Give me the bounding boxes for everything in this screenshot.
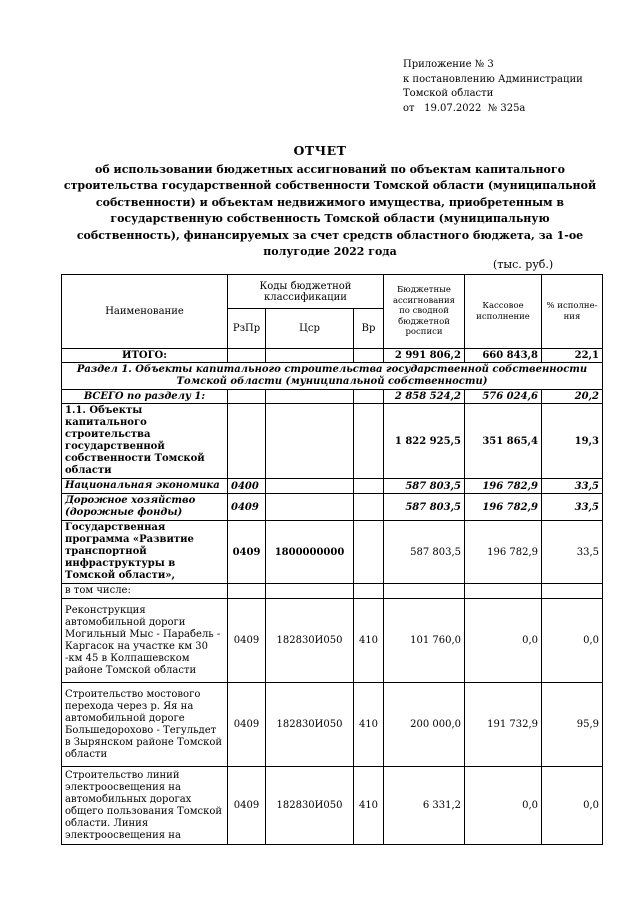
row-rzpr: [228, 404, 266, 479]
section-row: [62, 363, 603, 390]
total-percent: 22,1: [542, 349, 603, 363]
total-row: [62, 349, 603, 363]
row-cash: 191 732,9: [465, 683, 542, 767]
row-budget: 1 822 925,5: [384, 404, 465, 479]
row-rzpr: 0409: [228, 599, 266, 683]
header-vr: Вр: [354, 309, 384, 349]
row-budget: 587 803,5: [384, 494, 465, 521]
header-codes: Коды бюджетной классификации: [228, 275, 384, 309]
header-rzpr: РзПр: [228, 309, 266, 349]
row-percent: 33,5: [542, 494, 603, 521]
row-percent: 95,9: [542, 683, 603, 767]
report-subtitle: об использовании бюджетных ассигнований по объектам капитального строительства государственной собственности Томской области (муниципальной собственности) и объектам недвижимого имущества, приобретенным в государственную собственность Томской области (муниципальную собственность), финансируемых за счет средств областного бюджета, за 1-ое полугодие 2022 года: [63, 163, 597, 259]
row-vr: [354, 404, 384, 479]
row-name: Дорожное хозяйство (дорожные фонды): [62, 494, 228, 521]
header-budget: Бюджетные ассигнования по сводной бюджетной росписи: [384, 275, 465, 349]
row-rzpr: 0409: [228, 683, 266, 767]
row-rzpr: 0409: [228, 521, 266, 584]
row-name: 1.1. Объекты капитального строительства государственной собственности Томской области: [62, 404, 228, 479]
row-percent: 33,5: [542, 521, 603, 584]
table-row: [62, 683, 603, 767]
table-row: [62, 404, 603, 479]
table-row: [62, 767, 603, 845]
section-total-percent: 20,2: [542, 390, 603, 404]
report-title: ОТЧЕТ: [293, 143, 347, 158]
row-name: Реконструкция автомобильной дороги Могильный Мыс - Парабель - Каргасок на участке км 30 -км 45 в Колпашевском районе Томской области: [62, 599, 228, 683]
table-row: [62, 584, 603, 599]
row-csr: 182830И050: [266, 767, 354, 845]
row-csr: [266, 404, 354, 479]
row-cash: 0,0: [465, 767, 542, 845]
row-name: Строительство линий электроосвещения на автомобильных дорогах общего пользования Томской области. Линия электроосвещения на: [62, 767, 228, 845]
annex-line: Томской области: [403, 88, 494, 99]
row-csr: 182830И050: [266, 683, 354, 767]
row-vr: [354, 494, 384, 521]
row-vr: [354, 521, 384, 584]
row-name: Государственная программа «Развитие транспортной инфраструктуры в Томской области»,: [62, 521, 228, 584]
row-csr: 182830И050: [266, 599, 354, 683]
annex-block: [403, 58, 633, 116]
row-budget: 6 331,2: [384, 767, 465, 845]
row-percent: 33,5: [542, 479, 603, 494]
table-row: [62, 494, 603, 521]
total-budget: 2 991 806,2: [384, 349, 465, 363]
row-cash: 196 782,9: [465, 479, 542, 494]
row-rzpr: 0409: [228, 494, 266, 521]
annex-line: к постановлению Администрации: [403, 73, 583, 85]
table-row: [62, 599, 603, 683]
row-vr: 410: [354, 599, 384, 683]
row-cash: 0,0: [465, 599, 542, 683]
row-budget: 200 000,0: [384, 683, 465, 767]
units-label: (тыс. руб.): [493, 258, 554, 271]
table-row: [62, 521, 603, 584]
row-cash: 351 865,4: [465, 404, 542, 479]
annex-line: от 19.07.2022 № 325а: [403, 102, 526, 114]
row-vr: [354, 479, 384, 494]
section-total-cash: 576 024,6: [465, 390, 542, 404]
row-rzpr: 0400: [228, 479, 266, 494]
row-budget: 587 803,5: [384, 521, 465, 584]
total-name: ИТОГО:: [62, 349, 228, 363]
row-name: Строительство мостового перехода через р. Яя на автомобильной дороге Большедорохово - Тегульдет в Зырянском районе Томской области: [62, 683, 228, 767]
row-vr: 410: [354, 767, 384, 845]
row-budget: 101 760,0: [384, 599, 465, 683]
header-percent: % исполне-ния: [542, 275, 603, 349]
section-total-budget: 2 858 524,2: [384, 390, 465, 404]
row-csr: [266, 479, 354, 494]
row-csr: 1800000000: [266, 521, 354, 584]
table-row: [62, 479, 603, 494]
row-name: в том числе:: [62, 584, 228, 599]
section-total-name: ВСЕГО по разделу 1:: [62, 390, 228, 404]
row-percent: 0,0: [542, 767, 603, 845]
header-csr: Цср: [266, 309, 354, 349]
row-percent: 0,0: [542, 599, 603, 683]
row-percent: 19,3: [542, 404, 603, 479]
total-cash: 660 843,8: [465, 349, 542, 363]
section-title: Раздел 1. Объекты капитального строительства государственной собственности Томской области (муниципальной собственности): [62, 363, 603, 390]
report-table: [61, 274, 603, 845]
row-vr: 410: [354, 683, 384, 767]
annex-line: Приложение № 3: [403, 59, 494, 70]
row-cash: 196 782,9: [465, 521, 542, 584]
row-cash: 196 782,9: [465, 494, 542, 521]
row-name: Национальная экономика: [62, 479, 228, 494]
row-csr: [266, 494, 354, 521]
header-cash: Кассовое исполнение: [465, 275, 542, 349]
section-total-row: [62, 390, 603, 404]
row-rzpr: 0409: [228, 767, 266, 845]
header-name: Наименование: [62, 275, 228, 349]
row-budget: 587 803,5: [384, 479, 465, 494]
